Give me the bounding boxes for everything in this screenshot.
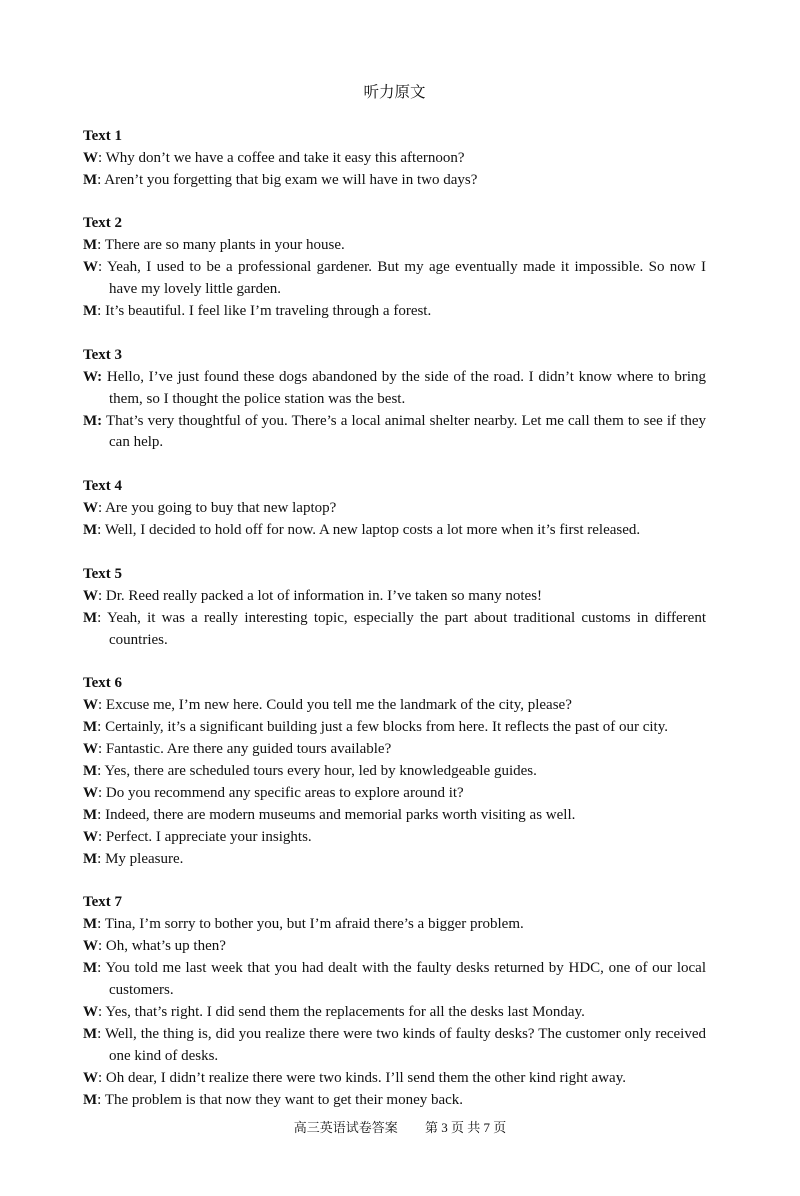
- dialogue-text: Hello, I’ve just found these dogs abandoned by the side of the road. I didn’t know where to bring them, so I thought the police station was the best.: [102, 368, 706, 407]
- dialogue-line: [83, 717, 706, 739]
- dialogue-line: [83, 148, 706, 170]
- dialogue-text: : Fantastic. Are there any guided tours available?: [98, 741, 392, 758]
- speaker-label: W: [83, 938, 98, 955]
- dialogue-line: [83, 783, 706, 805]
- dialogue-line: [83, 1002, 706, 1024]
- section-heading: Text 2: [83, 215, 123, 232]
- dialogue-line: [83, 849, 706, 871]
- dialogue-text: : Oh dear, I didn’t realize there were two kinds. I’ll send them the other kind right away.: [98, 1069, 626, 1086]
- dialogue-text: : My pleasure.: [97, 850, 184, 867]
- speaker-label: M: [83, 171, 98, 188]
- dialogue-text: : Certainly, it’s a significant building just a few blocks from here. It reflects the past of our city.: [97, 719, 668, 736]
- speaker-label: W: [83, 259, 98, 276]
- speaker-label: M: [83, 609, 98, 626]
- speaker-label: M: [83, 303, 98, 320]
- dialogue-line: [83, 1024, 706, 1068]
- dialogue-text: : Indeed, there are modern museums and memorial parks worth visiting as well.: [97, 806, 576, 823]
- dialogue-text: : It’s beautiful. I feel like I’m traveling through a forest.: [97, 303, 432, 320]
- sections: [83, 126, 706, 1112]
- section-heading: Text 1: [83, 127, 123, 144]
- dialogue-text: : Oh, what’s up then?: [98, 938, 226, 955]
- dialogue-text: : Yes, there are scheduled tours every hour, led by knowledgeable guides.: [97, 763, 537, 779]
- dialogue-text: : Why don’t we have a coffee and take it easy this afternoon?: [98, 149, 465, 166]
- speaker-label: W: [83, 149, 98, 166]
- dialogue-line: [83, 170, 706, 192]
- section-heading: Text 5: [83, 565, 123, 582]
- dialogue-text: : The problem is that now they want to get their money back.: [97, 1091, 464, 1108]
- speaker-label: M:: [83, 412, 103, 429]
- page-footer: [0, 1118, 800, 1138]
- footer-exam-name: 高三英语试卷答案: [293, 1120, 398, 1135]
- speaker-label: W: [83, 784, 98, 801]
- dialogue-line: [83, 586, 706, 608]
- dialogue-line: [83, 411, 706, 455]
- page-title: 听力原文: [363, 84, 426, 101]
- dialogue-line: [83, 958, 706, 1002]
- dialogue-line: [83, 367, 706, 411]
- speaker-label: M: [83, 763, 98, 779]
- dialogue-line: [83, 257, 706, 301]
- speaker-label: W: [83, 1069, 98, 1086]
- section-heading: Text 7: [83, 894, 123, 911]
- speaker-label: W: [83, 587, 98, 604]
- dialogue-section: [83, 673, 706, 870]
- speaker-label: M: [83, 960, 98, 977]
- dialogue-line: [83, 761, 706, 783]
- dialogue-text: : Yeah, it was a really interesting topic, especially the part about traditional customs in different countries.: [97, 609, 706, 648]
- speaker-label: M: [83, 806, 98, 823]
- dialogue-text: : Are you going to buy that new laptop?: [98, 500, 337, 517]
- speaker-label: W: [83, 828, 98, 845]
- dialogue-line: [83, 695, 706, 717]
- speaker-label: M: [83, 850, 98, 867]
- dialogue-line: [83, 827, 706, 849]
- dialogue-text: : Dr. Reed really packed a lot of information in. I’ve taken so many notes!: [98, 587, 543, 604]
- dialogue-line: [83, 498, 706, 520]
- dialogue-text: : You told me last week that you had dealt with the faulty desks returned by HDC, one of our local customers.: [97, 960, 706, 999]
- dialogue-text: : Tina, I’m sorry to bother you, but I’m afraid there’s a bigger problem.: [97, 916, 524, 933]
- dialogue-text: : Yes, that’s right. I did send them the replacements for all the desks last Monday.: [98, 1003, 585, 1020]
- speaker-label: W: [83, 500, 98, 517]
- dialogue-line: [83, 739, 706, 761]
- dialogue-text: : Perfect. I appreciate your insights.: [98, 828, 312, 845]
- dialogue-line: [83, 914, 706, 936]
- dialogue-text: : Do you recommend any specific areas to explore around it?: [98, 784, 464, 801]
- dialogue-section: [83, 476, 706, 542]
- speaker-label: M: [83, 522, 98, 539]
- dialogue-text: : Well, the thing is, did you realize there were two kinds of faulty desks? The customer only received one kind of desks.: [97, 1025, 706, 1064]
- dialogue-text: : Yeah, I used to be a professional gardener. But my age eventually made it impossible. So now I have my lovely little garden.: [98, 259, 706, 298]
- dialogue-text: That’s very thoughtful of you. There’s a local animal shelter nearby. Let me call them to see if they can help.: [102, 412, 706, 451]
- dialogue-line: [83, 301, 706, 323]
- speaker-label: W: [83, 697, 98, 714]
- dialogue-text: : Aren’t you forgetting that big exam we will have in two days?: [97, 171, 478, 188]
- section-heading: Text 6: [83, 675, 123, 692]
- dialogue-section: [83, 564, 706, 652]
- section-heading: Text 3: [83, 346, 123, 363]
- document-page: [83, 82, 706, 1111]
- dialogue-section: [83, 345, 706, 455]
- speaker-label: M: [83, 1091, 98, 1108]
- dialogue-section: [83, 126, 706, 192]
- dialogue-line: [83, 520, 706, 542]
- speaker-label: W: [83, 741, 98, 758]
- section-heading: Text 4: [83, 478, 123, 495]
- speaker-label: W:: [83, 368, 103, 385]
- speaker-label: M: [83, 916, 98, 933]
- dialogue-line: [83, 235, 706, 257]
- speaker-label: W: [83, 1003, 98, 1020]
- dialogue-section: [83, 213, 706, 323]
- dialogue-text: : There are so many plants in your house.: [97, 237, 345, 254]
- dialogue-text: : Excuse me, I’m new here. Could you tell me the landmark of the city, please?: [98, 697, 572, 714]
- dialogue-line: [83, 936, 706, 958]
- dialogue-text: : Well, I decided to hold off for now. A new laptop costs a lot more when it’s first released.: [97, 522, 641, 539]
- speaker-label: M: [83, 719, 98, 736]
- speaker-label: M: [83, 1025, 98, 1042]
- dialogue-line: [83, 1068, 706, 1090]
- dialogue-section: [83, 892, 706, 1111]
- dialogue-line: [83, 608, 706, 652]
- speaker-label: M: [83, 237, 98, 254]
- dialogue-line: [83, 805, 706, 827]
- footer-page-number: 第 3 页 共 7 页: [425, 1120, 507, 1135]
- dialogue-line: [83, 1090, 706, 1112]
